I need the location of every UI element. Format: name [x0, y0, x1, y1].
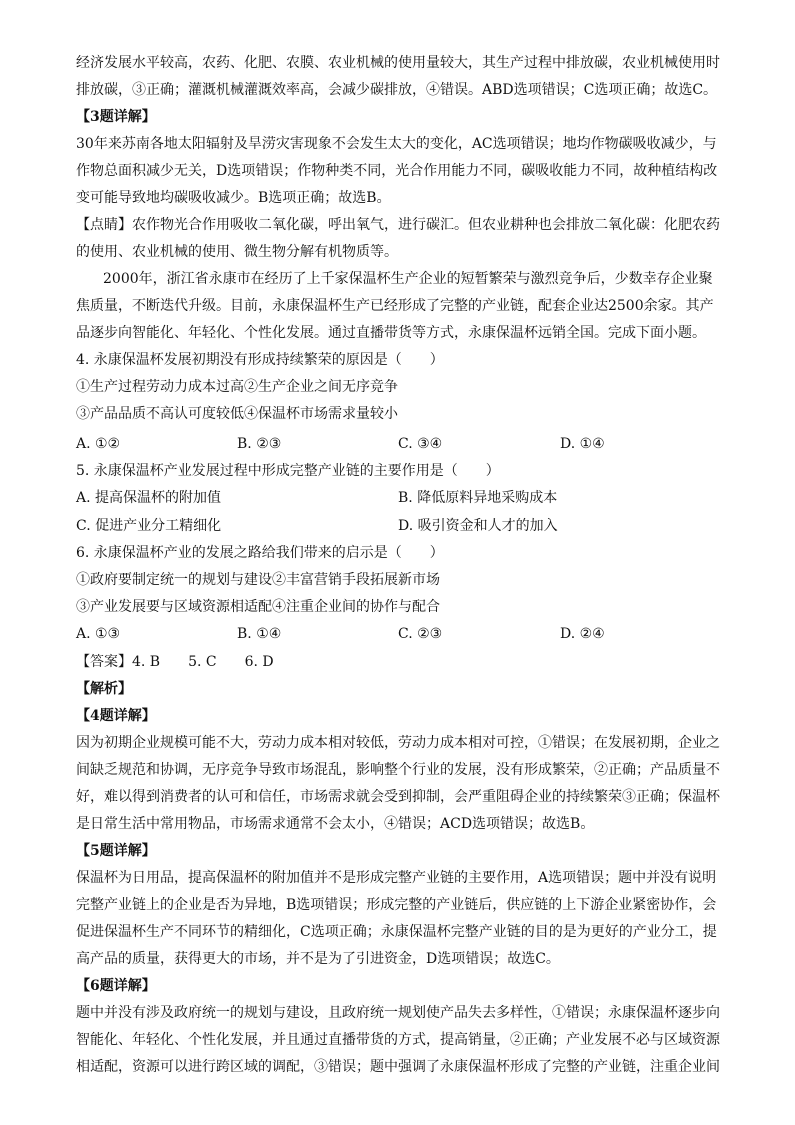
analysis-line: 是日常生活中常用物品，市场需求通常不会太小，④错误；ACD选项错误；故选B。 [76, 816, 595, 832]
text-line: 30年来苏南各地太阳辐射及旱涝灾害现象不会发生太大的变化，AC选项错误；地均作物碳吸收减少，与 [76, 136, 717, 152]
q4-option-d: D. ①④ [560, 436, 605, 452]
answer-line: 【答案】4. B 5. C 6. D [76, 654, 274, 670]
q6-option-b: B. ①④ [237, 626, 282, 642]
text-line: 的使用、农业机械的使用、微生物分解有机物质等。 [76, 244, 398, 260]
analysis-line: 高产品的质量，获得更大的市场，并不是为了引进资金，D选项错误；故选C。 [76, 951, 560, 967]
q5-option-c: C. 促进产业分工精细化 [76, 518, 222, 534]
analysis-heading: 【解析】 [76, 681, 132, 697]
question-4-stem: 4. 永康保温杯发展初期没有形成持续繁荣的原因是（ ） [76, 352, 444, 368]
analysis-line: 完整产业链上的企业是否为异地，B选项错误；形成完整的产业链后，供应链的上下游企业紧密协作，会 [76, 897, 717, 913]
q4-option-b: B. ②③ [237, 436, 282, 452]
analysis-line: 题中并没有涉及政府统一的规划与建设，且政府统一规划使产品失去多样性，①错误；永康保温杯逐步向 [76, 1005, 720, 1021]
question-5-stem: 5. 永康保温杯产业发展过程中形成完整产业链的主要作用是（ ） [76, 463, 500, 479]
analysis-line: 促进保温杯生产不同环节的精细化，C选项正确；永康保温杯完整产业链的目的是为更好的产业分工，提 [76, 924, 717, 940]
text-line: 变可能导致地均碳吸收减少。B选项正确；故选B。 [76, 190, 391, 206]
analysis-line: 保温杯为日用品，提高保温杯的附加值并不是形成完整产业链的主要作用，A选项错误；题中并没有说明 [76, 870, 717, 886]
material-line: 焦质量，不断迭代升级。目前，永康保温杯生产已经形成了完整的产业链，配套企业达2500余家。其产 [76, 298, 714, 314]
question-6-statements: ①政府要制定统一的规划与建设②丰富营销手段拓展新市场 [76, 572, 440, 588]
q6-option-a: A. ①③ [76, 626, 121, 642]
q4-option-c: C. ③④ [398, 436, 443, 452]
section-heading: 【4题详解】 [76, 708, 156, 724]
text-line: 经济发展水平较高，农药、化肥、农膜、农业机械的使用量较大，其生产过程中排放碳，农业机械使用时 [76, 55, 720, 71]
analysis-line: 因为初期企业规模可能不大，劳动力成本相对较低，劳动力成本相对可控，①错误；在发展初期，企业之 [76, 735, 720, 751]
section-heading: 【5题详解】 [76, 843, 156, 859]
q6-option-c: C. ②③ [398, 626, 443, 642]
text-line: 排放碳，③正确；灌溉机械灌溉效率高，会减少碳排放，④错误。ABD选项错误；C选项正确；故选C。 [76, 82, 718, 98]
section-heading: 【3题详解】 [76, 109, 156, 125]
question-4-statements: ③产品品质不高认可度较低④保温杯市场需求量较小 [76, 406, 398, 422]
q5-option-b: B. 降低原料异地采购成本 [398, 490, 558, 506]
section-heading: 【6题详解】 [76, 978, 156, 994]
q4-option-a: A. ①② [76, 436, 121, 452]
text-line: 作物总面积减少无关，D选项错误；作物种类不同，光合作用能力不同，碳吸收能力不同，故种植结构改 [76, 163, 718, 179]
analysis-line: 好，难以得到消费者的认可和信任，市场需求就会受到抑制，会严重阻碍企业的持续繁荣③正确；保温杯 [76, 789, 720, 805]
material-line: 2000年，浙江省永康市在经历了上千家保温杯生产企业的短暂繁荣与激烈竞争后，少数幸存企业聚 [103, 271, 713, 287]
question-6-statements: ③产业发展要与区域资源相适配④注重企业间的协作与配合 [76, 599, 440, 615]
analysis-line: 间缺乏规范和协调，无序竞争导致市场混乱，影响整个行业的发展，没有形成繁荣，②正确；产品质量不 [76, 762, 720, 778]
material-line: 品逐步向智能化、年轻化、个性化发展。通过直播带货等方式，永康保温杯远销全国。完成下面小题。 [76, 325, 706, 341]
q5-option-d: D. 吸引资金和人才的加入 [398, 518, 558, 534]
q6-option-d: D. ②④ [560, 626, 605, 642]
analysis-line: 相适配，资源可以进行跨区域的调配，③错误；题中强调了永康保温杯形成了完整的产业链，注重企业间 [76, 1059, 720, 1075]
analysis-line: 智能化、年轻化、个性化发展，并且通过直播带货的方式，提高销量，②正确；产业发展不必与区域资源 [76, 1032, 720, 1048]
q5-option-a: A. 提高保温杯的附加值 [76, 490, 222, 506]
question-6-stem: 6. 永康保温杯产业的发展之路给我们带来的启示是（ ） [76, 545, 444, 561]
tip-line: 【点睛】农作物光合作用吸收二氧化碳，呼出氧气，进行碳汇。但农业耕种也会排放二氧化碳：化肥农药 [76, 217, 720, 233]
question-4-statements: ①生产过程劳动力成本过高②生产企业之间无序竞争 [76, 379, 398, 395]
